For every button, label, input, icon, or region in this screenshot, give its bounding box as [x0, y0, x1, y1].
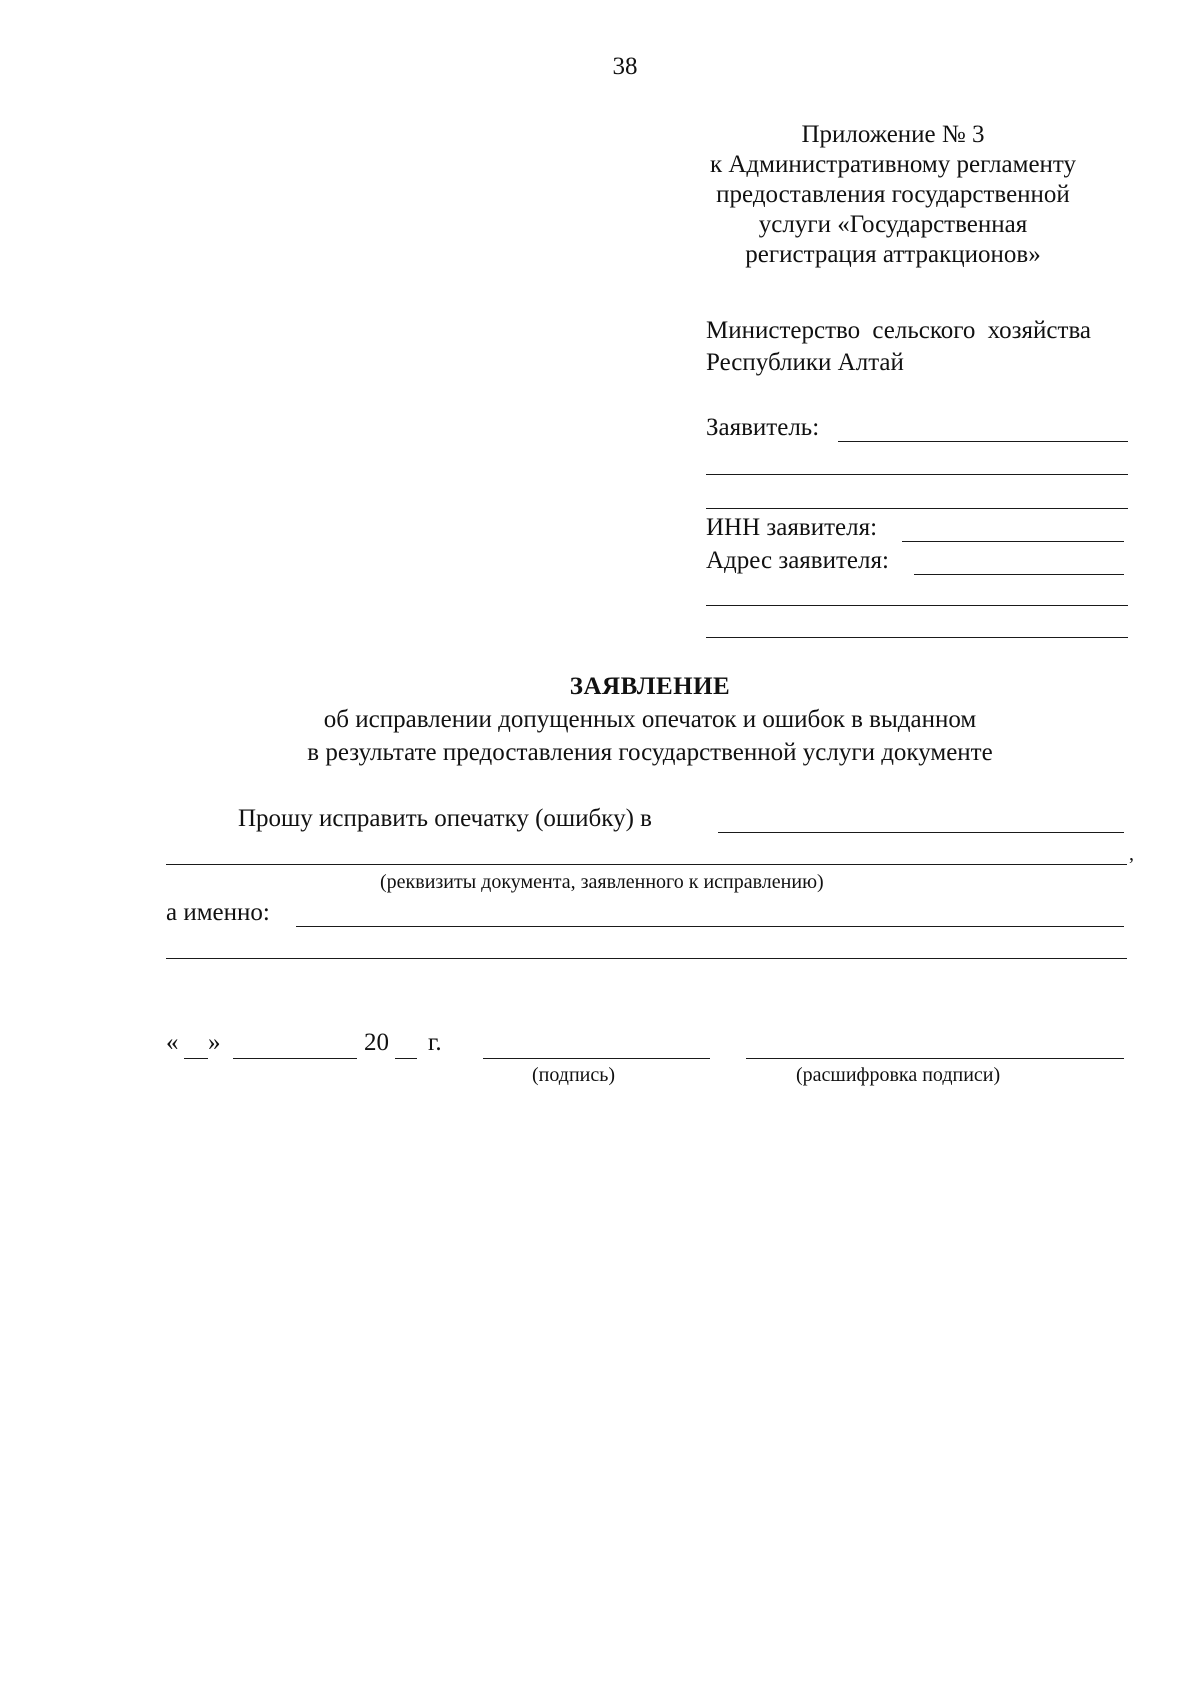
date-open-quote: «	[166, 1029, 179, 1056]
document-subtitle-line-2: в результате предоставления государственной услуги документе	[307, 739, 993, 766]
date-close-quote: »	[208, 1029, 221, 1056]
signature-decode-line[interactable]	[746, 1058, 1124, 1059]
signature-decode-caption: (расшифровка подписи)	[796, 1064, 1001, 1086]
signature-line[interactable]	[483, 1058, 710, 1059]
requisites-caption: (реквизиты документа, заявленного к исправлению)	[380, 871, 824, 893]
date-month-line[interactable]	[233, 1058, 357, 1059]
requisites-line[interactable]	[166, 864, 1127, 865]
appendix-line-2: к Административному регламенту	[709, 151, 1077, 178]
requisites-comma: ,	[1129, 843, 1134, 865]
inn-label: ИНН заявителя:	[706, 514, 878, 541]
request-document-line[interactable]	[718, 832, 1124, 833]
appendix-number: Приложение № 3	[801, 121, 985, 148]
inn-line[interactable]	[902, 541, 1124, 542]
appendix-line-4: услуги «Государственная	[758, 211, 1028, 238]
appendix-line-3: предоставления государственной	[716, 181, 1070, 208]
document-subtitle-line-1: об исправлении допущенных опечаток и ошибок в выданном	[323, 706, 977, 733]
document-title: ЗАЯВЛЕНИЕ	[569, 673, 731, 700]
date-year-prefix: 20	[364, 1029, 389, 1056]
addressee-line-2: Республики Алтай	[706, 349, 904, 376]
date-year-line[interactable]	[395, 1058, 417, 1059]
request-text: Прошу исправить опечатку (ошибку) в	[238, 805, 652, 832]
namely-line-1[interactable]	[296, 926, 1124, 927]
appendix-block	[650, 120, 1136, 270]
address-label: Адрес заявителя:	[706, 547, 889, 574]
date-day-line[interactable]	[184, 1058, 208, 1059]
page-number: 38	[612, 53, 638, 80]
applicant-label: Заявитель:	[706, 414, 820, 441]
applicant-extra-line-2[interactable]	[706, 508, 1128, 509]
address-line-3[interactable]	[706, 637, 1128, 638]
address-line-1[interactable]	[914, 574, 1124, 575]
address-line-2[interactable]	[706, 605, 1128, 606]
namely-line-2[interactable]	[166, 958, 1127, 959]
applicant-extra-line-1[interactable]	[706, 474, 1128, 475]
date-year-suffix: г.	[428, 1029, 442, 1056]
signature-caption: (подпись)	[532, 1064, 616, 1086]
appendix-line-5: регистрация аттракционов»	[745, 241, 1041, 268]
applicant-name-line[interactable]	[838, 441, 1128, 442]
addressee-line-1: Министерство сельского хозяйства	[706, 317, 1092, 344]
namely-label: а именно:	[166, 899, 270, 926]
